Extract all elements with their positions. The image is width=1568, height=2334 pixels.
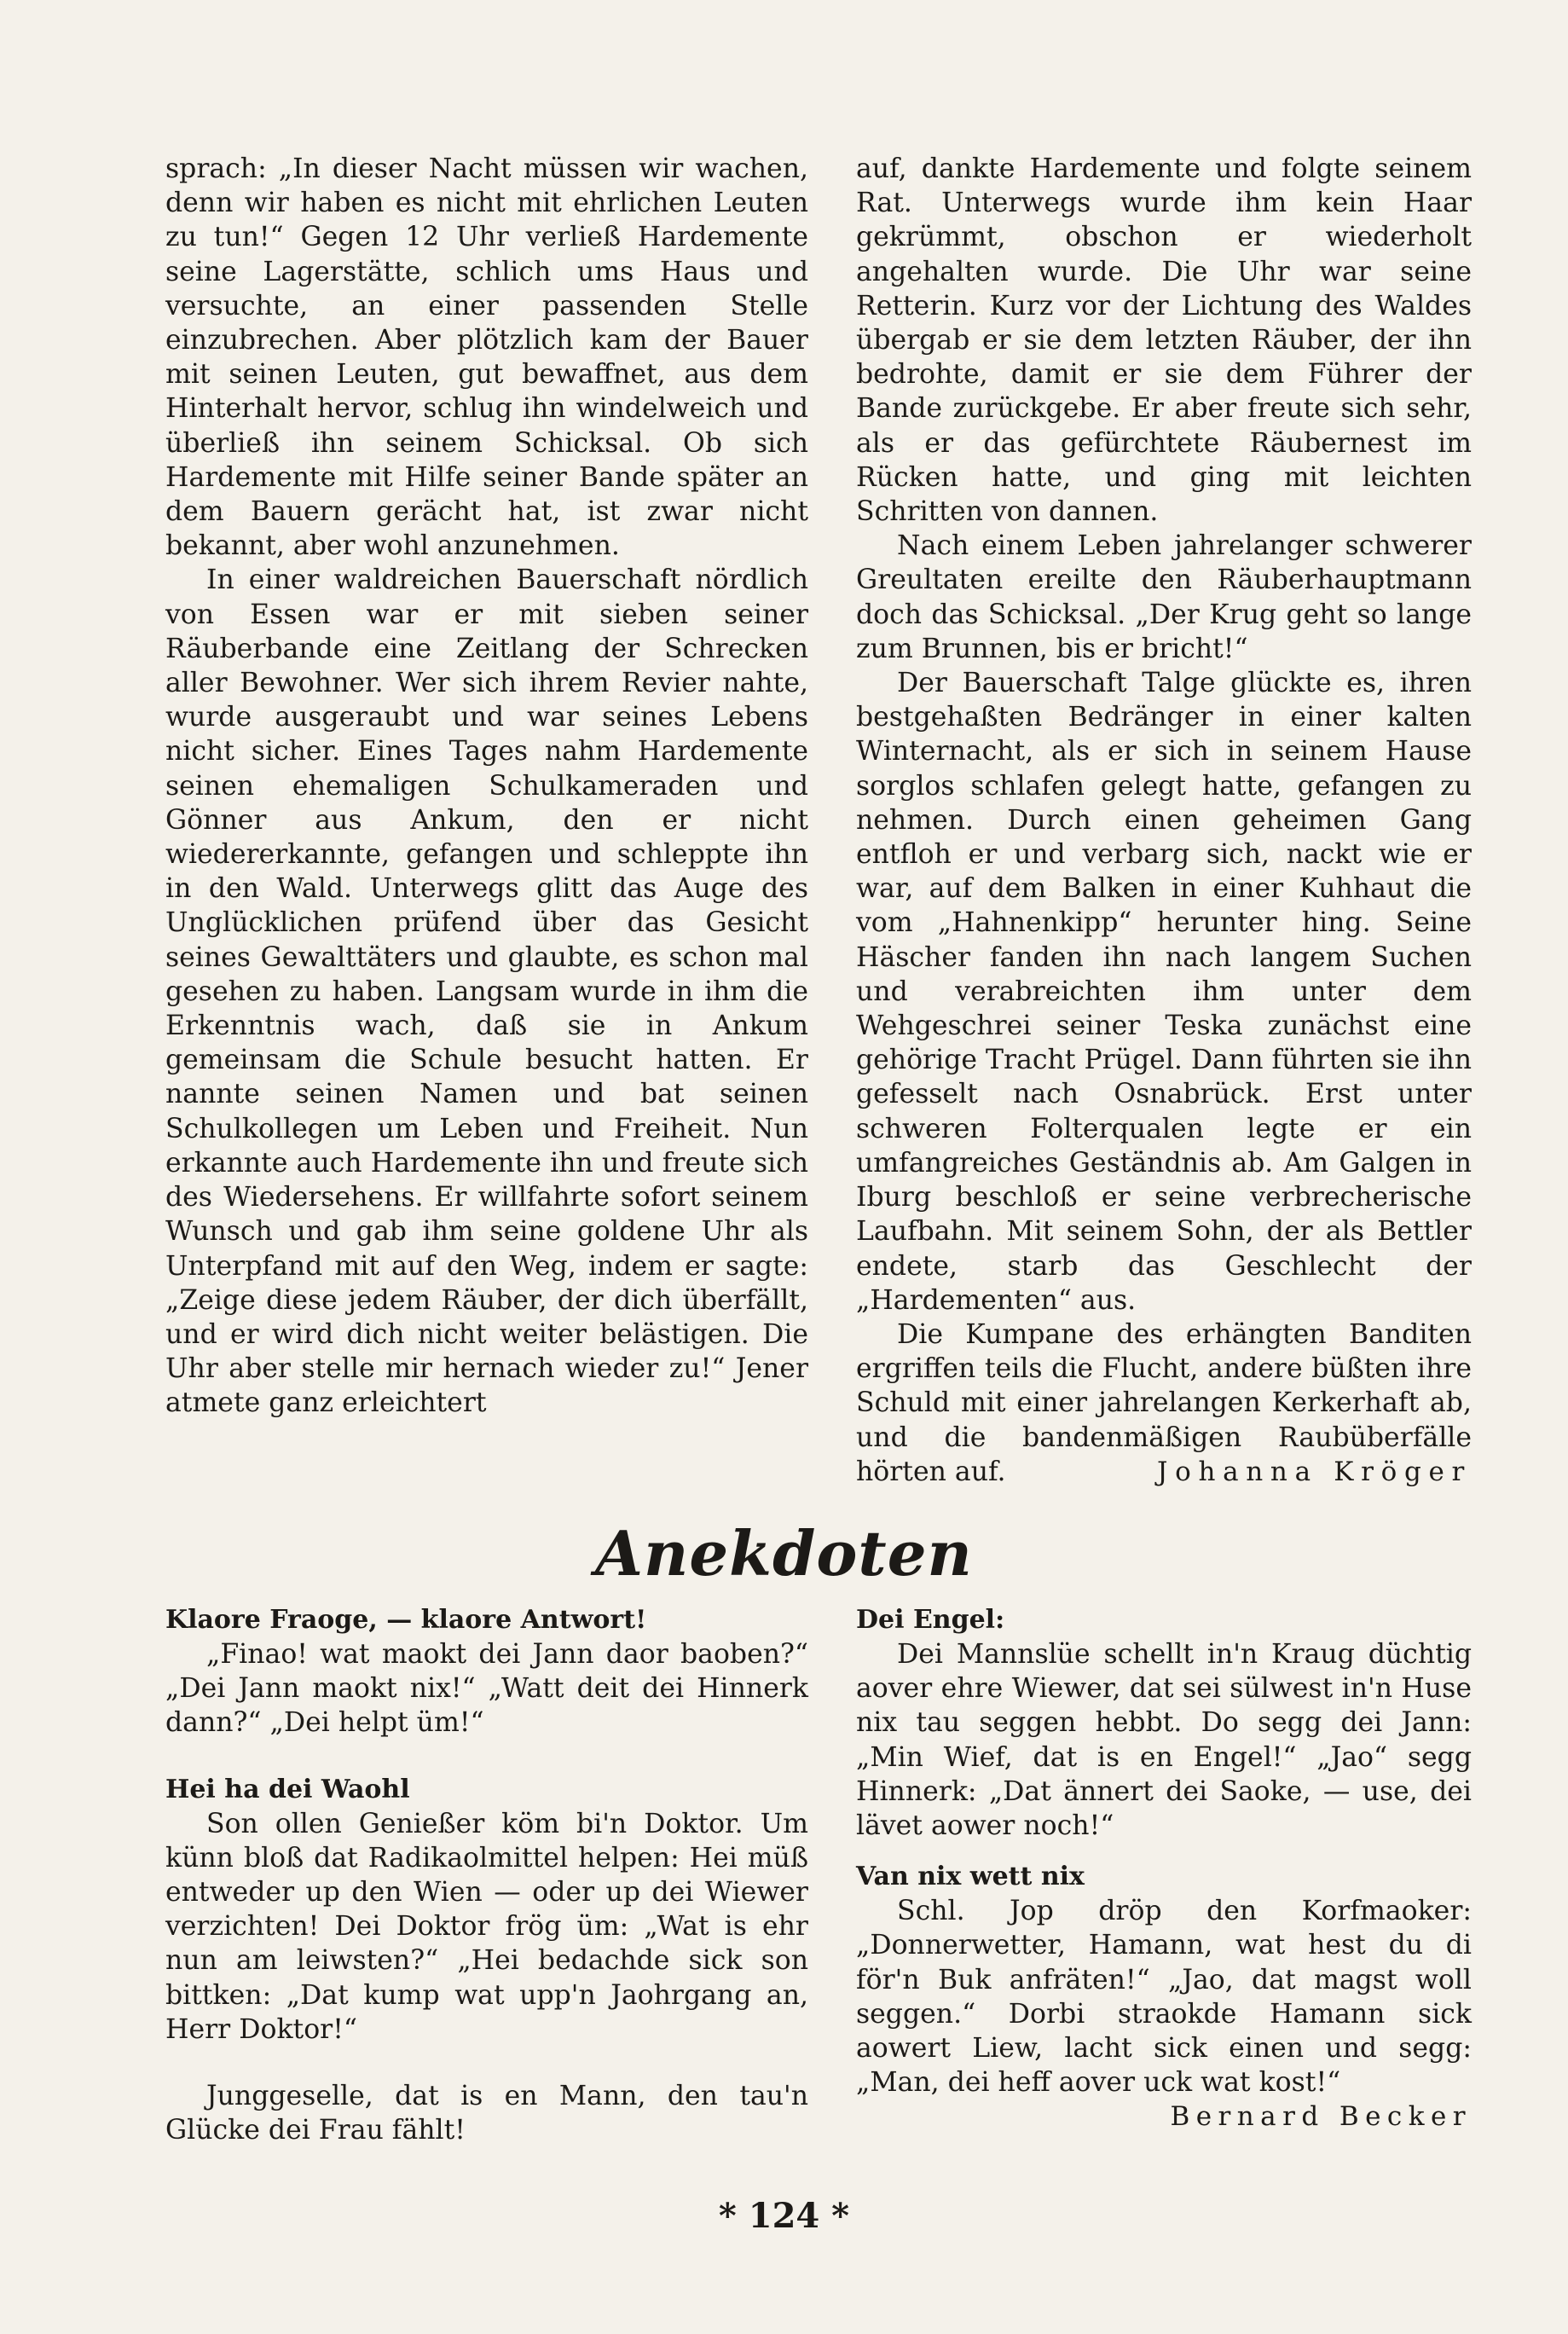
- anecdote-text: Junggeselle, dat is en Mann, den tau'n Glücke dei Frau fählt!: [165, 2081, 808, 2146]
- page-number: * 124 *: [718, 2196, 850, 2236]
- anecdote-text: Son ollen Genießer köm bi'n Doktor. Um künn bloß dat Radikaolmittel helpen: Hei müß entweder up den Wien — oder up dei Wiewer verzichten! Dei Doktor frög üm: „Wat is ehr nun am leiwsten?“ „Hei bedachde sick son bittken: „Dat kump wat upp'n Jaohrgang an, Herr Doktor!“: [165, 1808, 808, 2045]
- anecdote-heading: Hei ha dei Waohl: [165, 1774, 410, 1804]
- section-title: Anekdoten: [595, 1517, 973, 1590]
- anecdote-text: „Finao! wat maokt dei Jann daor baoben?“ „Dei Jann maokt nix!“ „Watt deit dei Hinnerk dann?“ „Dei helpt üm!“: [165, 1639, 808, 1739]
- story-author: Johanna Kröger: [1157, 1456, 1472, 1487]
- anekdoten-right-column: [856, 1603, 1472, 2134]
- story-paragraph: In einer waldreichen Bauerschaft nördlich von Essen war er mit sieben seiner Räuberbande eine Zeitlang der Schrecken aller Bewohner. Wer sich ihrem Revier nahte, wurde ausgeraubt und war seines Lebens nicht sicher. Eines Tages nahm Hardemente seinen ehemaligen Schulkameraden und Gönner aus Ankum, den er nicht wiedererkannte, gefangen und schleppte ihn in den Wald. Unterwegs glitt das Auge des Unglücklichen prüfend über das Gesicht seines Gewalttäters und glaubte, es schon mal gesehen zu haben. Langsam wurde in ihm die Erkenntnis wach, daß sie in Ankum gemeinsam die Schule besucht hatten. Er nannte seinen Namen und bat seinen Schulkollegen um Leben und Freiheit. Nun erkannte auch Hardemente ihn und freute sich des Wiedersehens. Er willfahrte sofort seinem Wunsch und gab ihm seine goldene Uhr als Unterpfand mit auf den Weg, indem er sagte: „Zeige diese jedem Räuber, der dich überfällt, und er wird dich nicht weiter belästigen. Die Uhr aber stelle mir hernach wieder zu!“ Jener atmete ganz erleichtert: [165, 565, 808, 1419]
- anecdote-text: Schl. Jop dröp den Korfmaoker: „Donnerwetter, Hamann, wat hest du di för'n Buk anfräten!“ „Jao, dat magst woll seggen.“ Dorbi straokde Hamann sick aowert Liew, lacht sick einen und segg: „Man, dei heff aover uck wat kost!“: [856, 1896, 1472, 2099]
- story-paragraph: auf, dankte Hardemente und folgte seinem Rat. Unterwegs wurde ihm kein Haar gekrümmt, obschon er wiederholt angehalten wurde. Die Uhr war seine Retterin. Kurz vor der Lichtung des Waldes übergab er sie dem letzten Räuber, der ihn bedrohte, damit er sie dem Führer der Bande zurückgebe. Er aber freute sich sehr, als er das gefürchtete Räubernest im Rücken hatte, und ging mit leichten Schritten von dannen.: [856, 153, 1472, 528]
- story-left-column: [165, 152, 808, 1421]
- story-paragraph: Der Bauerschaft Talge glückte es, ihren bestgehaßten Bedränger in einer kalten Winternacht, als er sich in seinem Hause sorglos schlafen gelegt hatte, gefangen zu nehmen. Durch einen geheimen Gang entfloh er und verbarg sich, nackt wie er war, auf dem Balken in einer Kuhhaut die vom „Hahnenkipp“ herunter hing. Seine Häscher fanden ihn nach langem Suchen und verabreichten ihm unter dem Wehgeschrei seiner Teska zunächst eine gehörige Tracht Prügel. Dann führten sie ihn gefesselt nach Osnabrück. Erst unter schweren Folterqualen legte er ein umfangreiches Geständnis ab. Am Galgen in Iburg beschloß er seine verbrecherische Laufbahn. Mit seinem Sohn, der als Bettler endete, starb das Geschlecht der „Hardementen“ aus.: [856, 668, 1472, 1316]
- story-paragraph-last: Die Kumpane des erhängten Banditen ergriffen teils die Flucht, andere büßten ihre Schuld mit einer jahrelangen Kerkerhaft ab, und die bandenmäßigen Raubüberfälle hörten auf. Johanna Kröger: [856, 1318, 1472, 1489]
- anecdote-text: Dei Mannslüe schellt in'n Kraug düchtig aover ehre Wiewer, dat sei sülwest in'n Huse nix tau seggen hebbt. Do segg dei Jann: „Min Wief, dat is en Engel!“ „Jao“ segg Hinnerk: „Dat ännert dei Saoke, — use, dei lävet aower noch!“: [856, 1639, 1472, 1842]
- anekdoten-author: Bernard Becker: [1170, 2101, 1472, 2133]
- anecdote-heading: Dei Engel:: [856, 1605, 1005, 1635]
- anekdoten-left-column: [165, 1603, 808, 2147]
- anecdote-heading: Van nix wett nix: [856, 1862, 1085, 1892]
- story-right-column: [856, 152, 1472, 1489]
- anecdote-heading: Klaore Fraoge, — klaore Antwort!: [165, 1605, 647, 1635]
- story-paragraph: sprach: „In dieser Nacht müssen wir wachen, denn wir haben es nicht mit ehrlichen Leuten zu tun!“ Gegen 12 Uhr verließ Hardemente seine Lagerstätte, schlich ums Haus und versuchte, an einer passenden Stelle einzubrechen. Aber plötzlich kam der Bauer mit seinen Leuten, gut bewaffnet, aus dem Hinterhalt hervor, schlug ihn windelweich und überließ ihn seinem Schicksal. Ob sich Hardemente mit Hilfe seiner Bande später an dem Bauern gerächt hat, ist zwar nicht bekannt, aber wohl anzunehmen.: [165, 153, 808, 562]
- story-paragraph: Nach einem Leben jahrelanger schwerer Greultaten ereilte den Räuberhauptmann doch das Schicksal. „Der Krug geht so lange zum Brunnen, bis er bricht!“: [856, 530, 1472, 664]
